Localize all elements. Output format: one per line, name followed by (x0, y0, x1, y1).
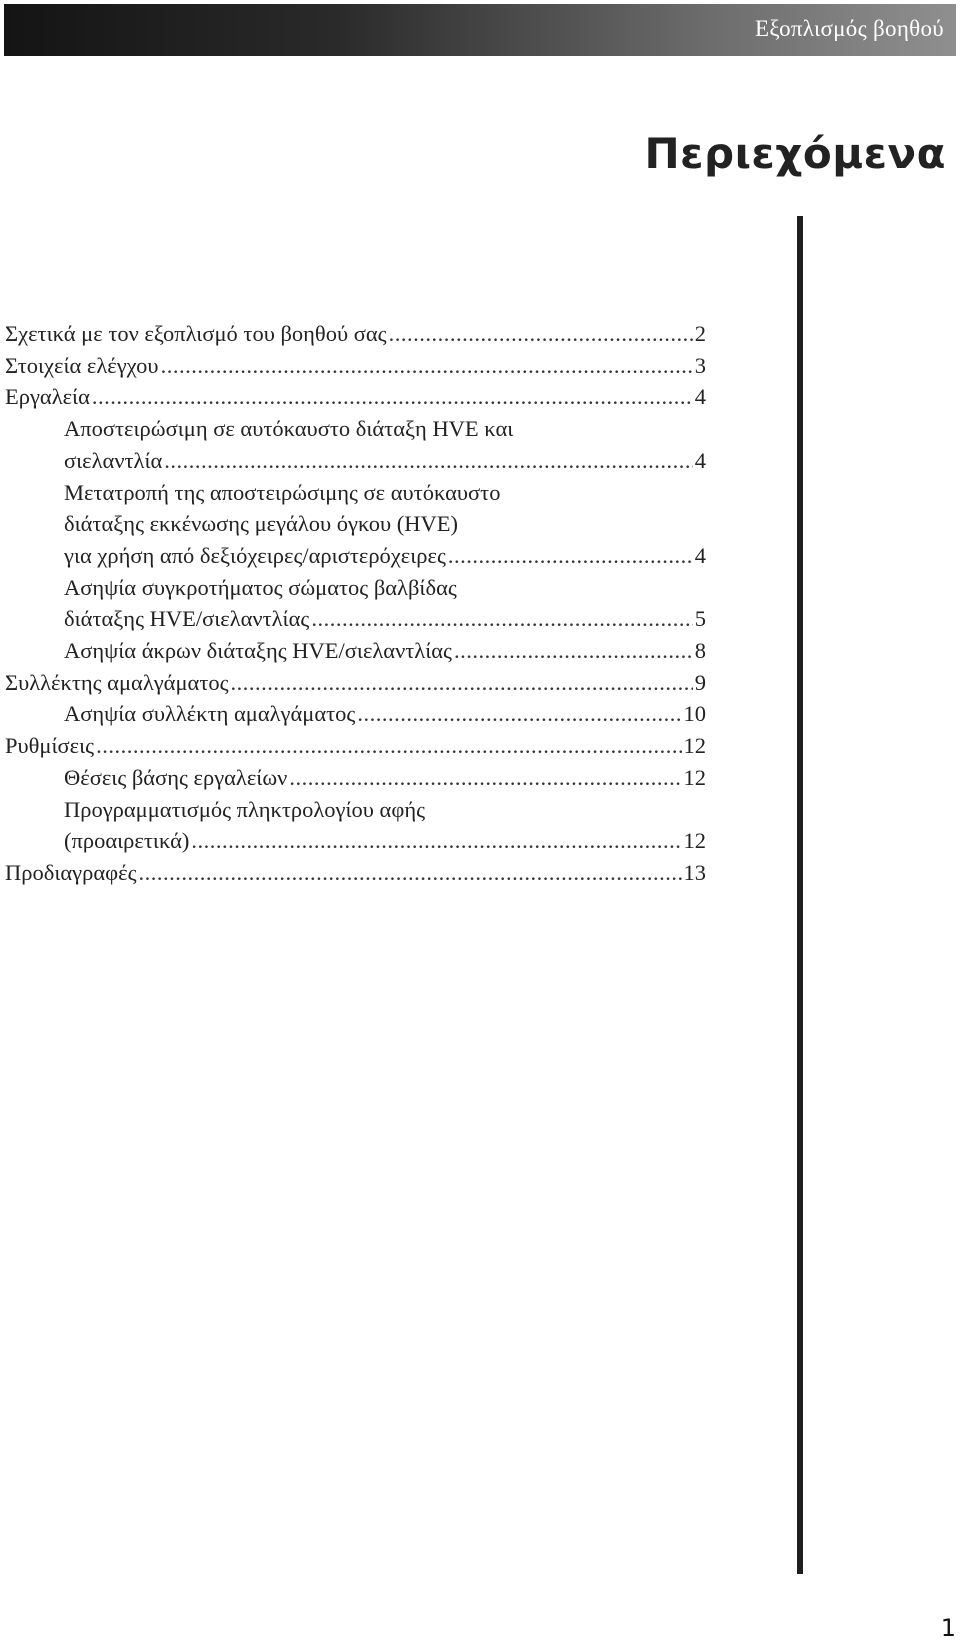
dot-leader (231, 667, 693, 699)
dot-leader (289, 762, 681, 794)
toc-entry-title: Στοιχεία ελέγχου (5, 352, 159, 378)
toc-entry-page: 4 (694, 384, 706, 410)
toc-entry-row (5, 730, 706, 762)
dot-leader (454, 635, 693, 667)
toc-entry-title: Συλλέκτης αμαλγάματος (5, 669, 229, 695)
toc-entry-title: Θέσεις βάσης εργαλείων (64, 764, 288, 790)
toc-entry-page: 12 (683, 733, 706, 759)
toc-entry-row (64, 603, 706, 635)
toc-entry-title: Ασηψία άκρων διάταξης HVE/σιελαντλίας (64, 638, 452, 664)
toc-entry-text-line: Μετατροπή της αποστειρώσιμης σε αυτόκαυστο (64, 479, 501, 505)
toc-entry[interactable] (5, 698, 706, 730)
toc-entry[interactable] (5, 730, 706, 762)
toc-entry-text-line: Προγραμματισμός πληκτρολογίου αφής (64, 796, 425, 822)
toc-entry-title: σιελαντλία (64, 447, 163, 473)
toc-entry-text-line: Ασηψία συγκροτήματος σώματος βαλβίδας (64, 574, 457, 600)
toc-entry-page: 5 (694, 606, 706, 632)
toc-entry-page: 4 (694, 447, 706, 473)
toc-entry-title: για χρήση από δεξιόχειρες/αριστερόχειρες (64, 542, 446, 568)
page-number: 1 (940, 1614, 956, 1642)
table-of-contents (5, 318, 706, 889)
toc-entry-row (64, 540, 706, 572)
toc-entry[interactable] (5, 318, 706, 350)
dot-leader (191, 825, 681, 857)
dot-leader (448, 540, 693, 572)
toc-entry-row (5, 381, 706, 413)
dot-leader (311, 603, 692, 635)
dot-leader (357, 698, 681, 730)
toc-entry[interactable] (5, 762, 706, 794)
toc-entry-row (64, 445, 706, 477)
toc-entry-row (5, 350, 706, 382)
dot-leader (389, 318, 693, 350)
toc-entry[interactable] (5, 857, 706, 889)
toc-entry-page: 8 (694, 638, 706, 664)
toc-entry-row (5, 318, 706, 350)
toc-entry[interactable] (5, 350, 706, 382)
toc-entry-page: 4 (694, 542, 706, 568)
toc-entry-page: 13 (683, 859, 706, 885)
toc-entry-title: Ασηψία συλλέκτη αμαλγάματος (64, 701, 356, 727)
toc-entry[interactable] (5, 667, 706, 699)
dot-leader (161, 350, 693, 382)
dot-leader (92, 381, 693, 413)
dot-leader (96, 730, 681, 762)
toc-entry[interactable] (5, 794, 706, 857)
vertical-divider (797, 216, 803, 1574)
toc-entry-page: 3 (694, 352, 706, 378)
toc-entry-title: Σχετικά με τον εξοπλισμό του βοηθού σας (5, 321, 387, 346)
toc-entry-text-line: διάταξης εκκένωσης μεγάλου όγκου (HVE) (64, 511, 459, 537)
toc-entry-title: (προαιρετικά) (64, 828, 190, 854)
toc-entry-title: Εργαλεία (5, 384, 90, 410)
toc-entry-title: Ρυθμίσεις (5, 733, 95, 759)
toc-entry-title: διάταξης HVE/σιελαντλίας (64, 606, 310, 632)
toc-entry-row (64, 698, 706, 730)
toc-entry[interactable] (5, 413, 706, 476)
toc-entry-page: 2 (694, 321, 706, 346)
dot-leader (138, 857, 681, 889)
toc-entry-text-line: Αποστειρώσιμη σε αυτόκαυστο διάταξη HVE και (64, 416, 514, 442)
toc-entry-row (5, 857, 706, 889)
header-bar (4, 4, 956, 56)
dot-leader (164, 445, 692, 477)
toc-entry-page: 12 (683, 828, 706, 854)
toc-entry-page: 10 (683, 701, 706, 727)
toc-entry-row (5, 667, 706, 699)
toc-entry-page: 12 (683, 764, 706, 790)
toc-entry[interactable] (5, 477, 706, 572)
header-title: Εξοπλισμός βοηθού (755, 16, 944, 41)
toc-entry[interactable] (5, 635, 706, 667)
toc-entry-page: 9 (694, 669, 706, 695)
toc-entry[interactable] (5, 572, 706, 635)
toc-entry-title: Προδιαγραφές (5, 859, 137, 885)
page-title: Περιεχόμενα (644, 129, 946, 178)
toc-entry-row (64, 762, 706, 794)
toc-entry-row (64, 825, 706, 857)
toc-entry[interactable] (5, 381, 706, 413)
toc-entry-row (64, 635, 706, 667)
